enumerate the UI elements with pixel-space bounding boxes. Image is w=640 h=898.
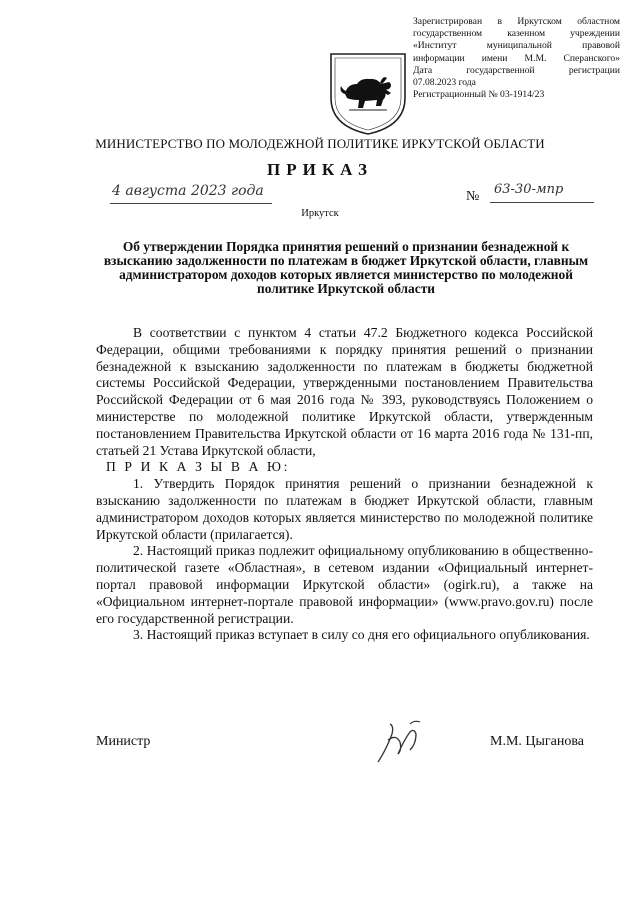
handwritten-date: 4 августа 2023 года: [112, 183, 264, 199]
registration-line: Зарегистрирован в Иркутском областном: [413, 16, 620, 27]
registration-line: Дата государственной регистрации: [413, 64, 620, 76]
registration-number: Регистрационный № 03-1914/23: [413, 89, 545, 101]
document-body: [96, 325, 593, 644]
handwritten-number: 63-30-мпр: [494, 182, 564, 197]
signatory-name: М.М. Цыганова: [490, 734, 585, 749]
ministry-name: МИНИСТЕРСТВО ПО МОЛОДЕЖНОЙ ПОЛИТИКЕ ИРКУТСКОЙ ОБЛАСТИ: [95, 136, 545, 151]
registration-stamp: [413, 16, 620, 101]
document-type: ПРИКАЗ: [267, 160, 373, 179]
handwritten-signature-icon: [370, 710, 430, 770]
order-word: П Р И К А З Ы В А Ю:: [106, 459, 290, 475]
registration-line: государственном казенном учреждении: [413, 28, 620, 40]
date-underline: [110, 203, 272, 204]
order-item: 1. Утвердить Порядок принятия решений о признании безнадежной к взысканию задолженности по платежам в бюджет Иркутской области, главным администратором доходов которых является министерство по молодежной политике Иркутской области (прилагается).: [96, 476, 593, 542]
irkutsk-oblast-coat-of-arms-icon: [325, 48, 411, 138]
registration-line: «Институт муниципальной правовой: [413, 40, 620, 52]
preamble: В соответствии с пунктом 4 статьи 47.2 Бюджетного кодекса Российской Федерации, общими требованиями к порядку принятия решений о признании безнадежной к взысканию задолженности по платежам в бюджеты бюджетной системы Российской Федерации, утвержденными постановлением Правительства Российской Федерации от 6 мая 2016 года № 393, руководствуясь Положением о министерстве по молодежной политике Иркутской области, утвержденным постановлением Правительства Иркутской области от 16 марта 2016 года № 131-пп, статьей 21 Устава Иркутской области,: [96, 325, 593, 458]
signatory-position: Министр: [96, 734, 151, 749]
city: Иркутск: [301, 208, 339, 219]
order-item: 2. Настоящий приказ подлежит официальному опубликованию в общественно-политической газете «Областная», в сетевом издании «Официальный интернет-портал правовой информации Иркутской области» (ogirk.ru), а также на «Официальном интернет-портале правовой информации» (www.pravo.gov.ru) после его государственной регистрации.: [96, 543, 593, 626]
order-item: 3. Настоящий приказ вступает в силу со дня его официального опубликования.: [133, 627, 590, 643]
registration-date: 07.08.2023 года: [413, 77, 476, 89]
registration-line: информации имени М.М. Сперанского»: [413, 52, 620, 64]
number-underline: [490, 202, 594, 203]
document-title: Об утверждении Порядка принятия решений о признании безнадежной к взысканию задолженности по платежам в бюджет Иркутской области, главным администратором доходов которых является министерство по молодежной политике Иркутской области: [103, 239, 589, 296]
number-sign: №: [466, 189, 480, 204]
